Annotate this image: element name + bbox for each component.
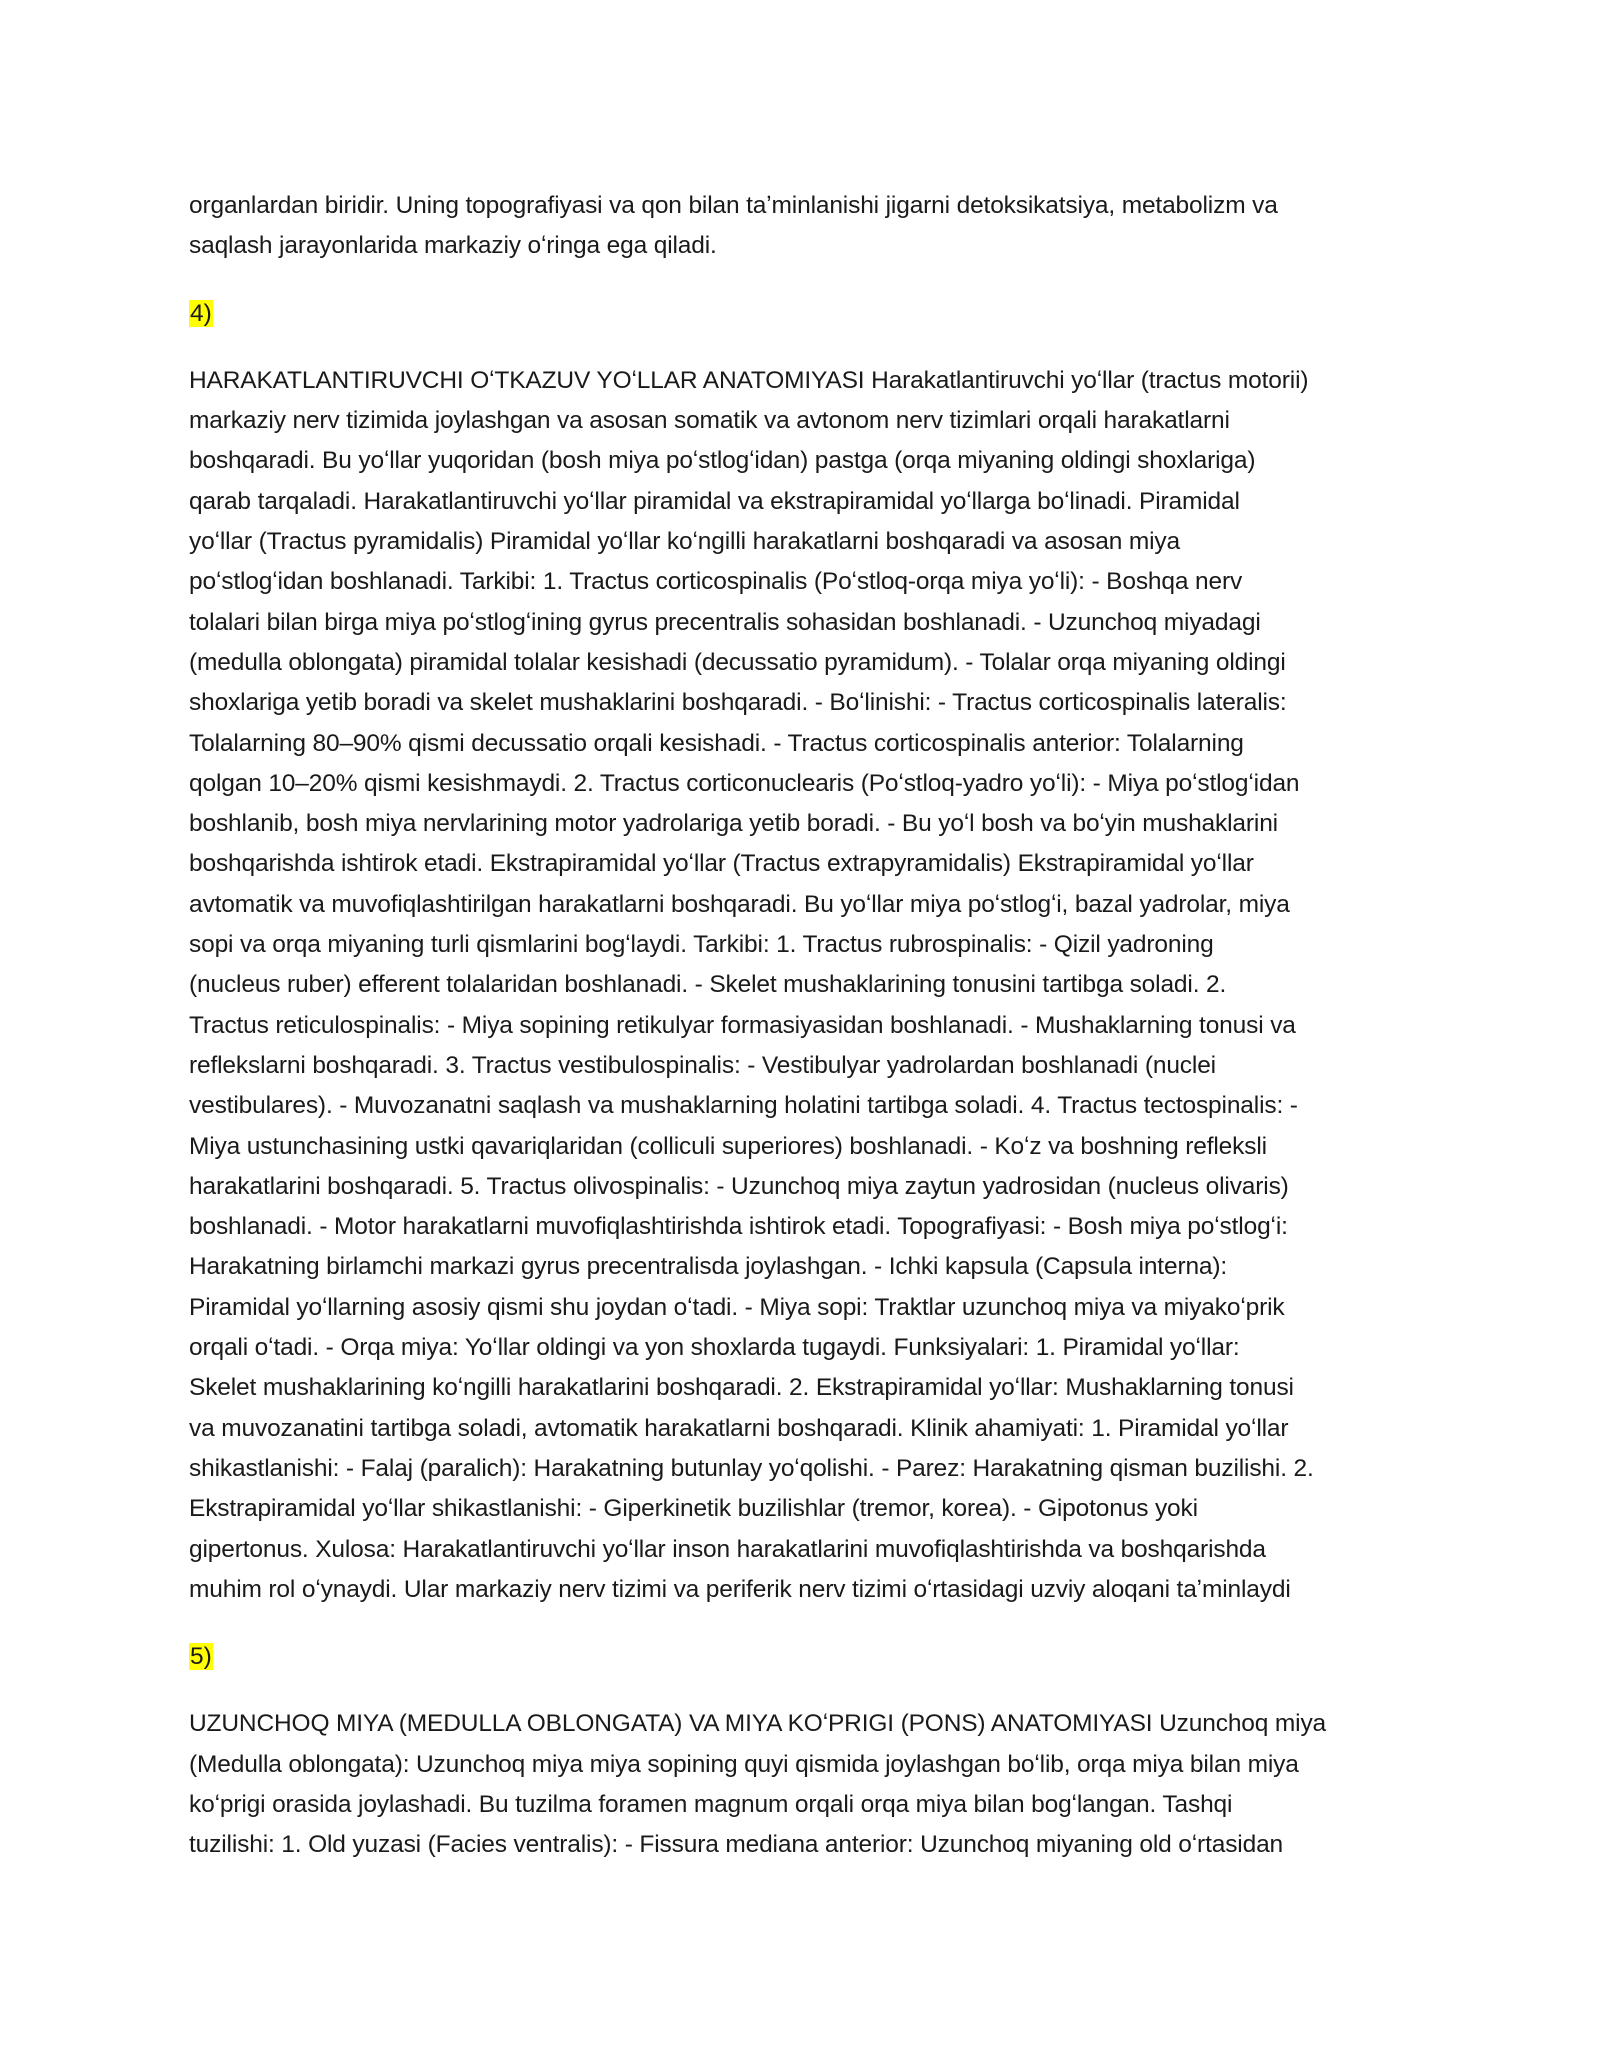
section-5-marker — [189, 1637, 1411, 1677]
text-line: Ekstrapiramidal yoʻllar shikastlanishi: - Giperkinetik buzilishlar (tremor, korea). - Gipotonus yoki — [189, 1495, 1198, 1523]
text-line: shikastlanishi: - Falaj (paralich): Harakatning butunlay yoʻqolishi. - Parez: Harakatning qisman buzilishi. 2. — [189, 1454, 1314, 1482]
text-line: (Medulla oblongata): Uzunchoq miya miya sopining quyi qismida joylashgan boʻlib, orqa miya bilan miya — [189, 1750, 1299, 1778]
highlighted-number: 4) — [190, 299, 212, 327]
text-line: qolgan 10–20% qismi kesishmaydi. 2. Tractus corticonuclearis (Poʻstloq-yadro yoʻli): - Miya poʻstlogʻidan — [189, 769, 1300, 797]
text-line: va muvozanatini tartibga soladi, avtomatik harakatlarni boshqaradi. Klinik ahamiyati: 1. Piramidal yoʻllar — [189, 1414, 1289, 1442]
text-line: UZUNCHOQ MIYA (MEDULLA OBLONGATA) VA MIYA KOʻPRIGI (PONS) ANATOMIYASI Uzunchoq miya — [189, 1710, 1327, 1738]
text-line: reflekslarni boshqaradi. 3. Tractus vestibulospinalis: - Vestibulyar yadrolardan boshlanadi (nuclei — [189, 1051, 1216, 1079]
text-line: boshlanadi. - Motor harakatlarni muvofiqlashtirishda ishtirok etadi. Topografiyasi: - Bosh miya poʻstlogʻi: — [189, 1213, 1288, 1241]
text-line: Skelet mushaklarining koʻngilli harakatlarini boshqaradi. 2. Ekstrapiramidal yoʻllar: Mushaklarning tonusi — [189, 1374, 1294, 1402]
text-line: poʻstlogʻidan boshlanadi. Tarkibi: 1. Tractus corticospinalis (Poʻstloq-orqa miya yoʻli): - Boshqa nerv — [189, 568, 1243, 596]
text-line: organlardan biridir. Uning topografiyasi va qon bilan taʼminlanishi jigarni detoksikatsiya, metabolizm va — [189, 192, 1278, 219]
text-line: Harakatning birlamchi markazi gyrus precentralisda joylashgan. - Ichki kapsula (Capsula interna): — [189, 1253, 1228, 1281]
text-line: boshlanib, bosh miya nervlarining motor yadrolariga yetib boradi. - Bu yoʻl bosh va boʻyin mushaklarini — [189, 810, 1278, 838]
text-line: markaziy nerv tizimida joylashgan va asosan somatik va avtonom nerv tizimlari orqali harakatlarni — [189, 407, 1230, 435]
text-line: boshqarishda ishtirok etadi. Ekstrapiramidal yoʻllar (Tractus extrapyramidalis) Ekstrapiramidal yoʻllar — [189, 850, 1254, 878]
intro-paragraph — [189, 186, 1411, 267]
text-line: vestibulares). - Muvozanatni saqlash va mushaklarning holatini tartibga soladi. 4. Tractus tectospinalis: - — [189, 1092, 1298, 1120]
section-4-paragraph — [189, 361, 1411, 1610]
text-line: tuzilishi: 1. Old yuzasi (Facies ventralis): - Fissura mediana anterior: Uzunchoq miyaning old oʻrtasidan — [189, 1831, 1284, 1859]
text-line: tolalari bilan birga miya poʻstlogʻining gyrus precentralis sohasidan boshlanadi. - Uzunchoq miyadagi — [189, 608, 1261, 636]
text-line: Tractus reticulospinalis: - Miya sopining retikulyar formasiyasidan boshlanadi. - Mushaklarning tonusi va — [189, 1011, 1296, 1039]
text-line: harakatlarini boshqaradi. 5. Tractus olivospinalis: - Uzunchoq miya zaytun yadrosidan (nucleus olivaris) — [189, 1172, 1289, 1200]
text-line: gipertonus. Xulosa: Harakatlantiruvchi yoʻllar inson harakatlarini muvofiqlashtirishda va boshqarishda — [189, 1535, 1266, 1563]
text-line: boshqaradi. Bu yoʻllar yuqoridan (bosh miya poʻstlogʻidan) pastga (orqa miyaning oldingi shoxlariga) — [189, 447, 1256, 475]
document-page — [189, 186, 1411, 1866]
text-line: Piramidal yoʻllarning asosiy qismi shu joydan oʻtadi. - Miya sopi: Traktlar uzunchoq miya va miyakoʻprik — [189, 1293, 1285, 1321]
section-4-marker — [189, 294, 1411, 334]
text-line: avtomatik va muvofiqlashtirilgan harakatlarni boshqaradi. Bu yoʻllar miya poʻstlogʻi, bazal yadrolar, miya — [189, 890, 1290, 918]
text-line: HARAKATLANTIRUVCHI OʻTKAZUV YOʻLLAR ANATOMIYASI Harakatlantiruvchi yoʻllar (tractus motorii) — [189, 366, 1309, 394]
text-line: Tolalarning 80–90% qismi decussatio orqali kesishadi. - Tractus corticospinalis anterior: Tolalarning — [189, 729, 1244, 757]
text-line: (medulla oblongata) piramidal tolalar kesishadi (decussatio pyramidum). - Tolalar orqa miyaning oldingi — [189, 648, 1286, 676]
text-line: muhim rol oʻynaydi. Ular markaziy nerv tizimi va periferik nerv tizimi oʻrtasidagi uzviy aloqani taʼminlaydi — [189, 1575, 1291, 1603]
text-line: orqali oʻtadi. - Orqa miya: Yoʻllar oldingi va yon shoxlarda tugaydi. Funksiyalari: 1. Piramidal yoʻllar: — [189, 1334, 1240, 1362]
section-5-paragraph — [189, 1704, 1411, 1865]
text-line: qarab tarqaladi. Harakatlantiruvchi yoʻllar piramidal va ekstrapiramidal yoʻllarga boʻlinadi. Piramidal — [189, 487, 1240, 515]
text-line: yoʻllar (Tractus pyramidalis) Piramidal yoʻllar koʻngilli harakatlarni boshqaradi va asosan miya — [189, 528, 1180, 556]
highlighted-number: 5) — [190, 1643, 212, 1671]
text-line: (nucleus ruber) efferent tolalaridan boshlanadi. - Skelet mushaklarining tonusini tartibga soladi. 2. — [189, 971, 1227, 999]
text-line: shoxlariga yetib boradi va skelet mushaklarini boshqaradi. - Boʻlinishi: - Tractus corticospinalis lateralis: — [189, 689, 1287, 717]
text-line: saqlash jarayonlarida markaziy oʻringa ega qiladi. — [189, 232, 717, 260]
text-line: koʻprigi orasida joylashadi. Bu tuzilma foramen magnum orqali orqa miya bilan bogʻlangan. Tashqi — [189, 1790, 1233, 1818]
text-line: Miya ustunchasining ustki qavariqlaridan (colliculi superiores) boshlanadi. - Koʻz va boshning refleksli — [189, 1132, 1267, 1160]
text-line: sopi va orqa miyaning turli qismlarini bogʻlaydi. Tarkibi: 1. Tractus rubrospinalis: - Qizil yadroning — [189, 931, 1214, 959]
